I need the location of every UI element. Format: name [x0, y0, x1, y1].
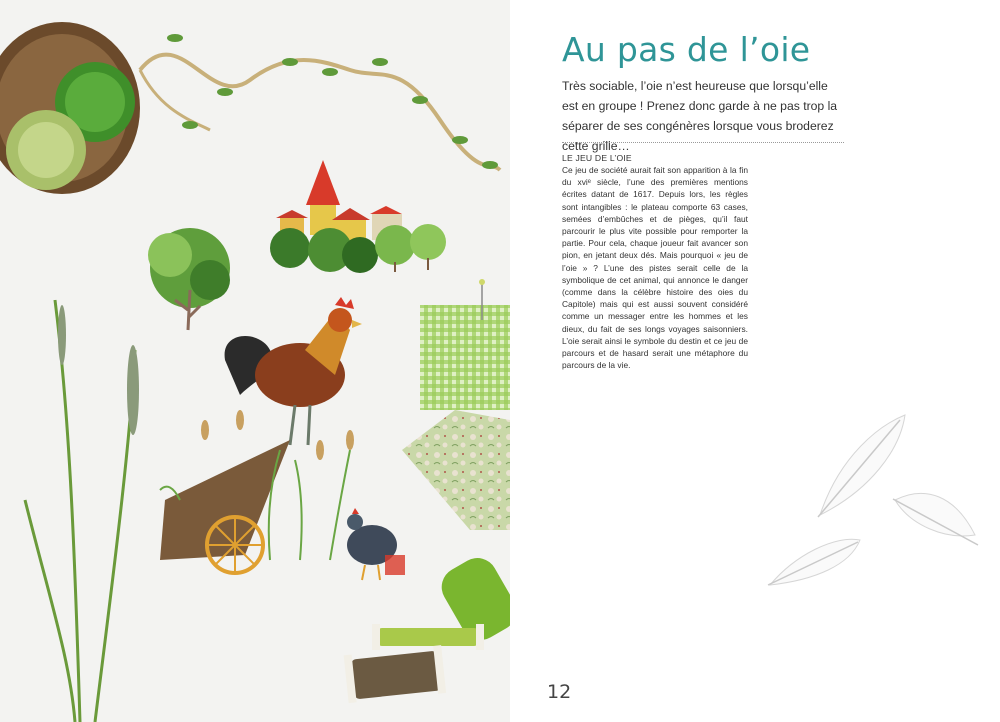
intro-paragraph: Très sociable, l’oie n’est heureuse que lorsqu’elle est en groupe ! Prenez donc garde à ne pas trop la séparer de ses congénères lorsque vous broderez cette grille…	[562, 79, 838, 153]
text-page	[510, 0, 1000, 722]
section-heading: LE JEU DE L’OIE	[562, 153, 632, 163]
gingham-fabric	[420, 305, 510, 410]
page-title: Au pas de l’oie	[562, 30, 811, 69]
divider	[562, 142, 844, 143]
feathers-icon	[760, 395, 990, 605]
body-paragraph: Ce jeu de société aurait fait son apparition à la fin du xviᵉ siècle, l’une des premières mentions écrites datant de 1617. Depuis lors, les règles sont intangibles : le plateau comporte 63 cases, semées d’embûches et de pièges, qu’il faut parcourir le plus vite possible pour remporter la partie. Pour cela, chaque joueur fait avancer son pion, en jetant deux dés. Mais pourquoi « jeu de l’oie » ? L’une des pistes serait celle de la symbolique de cet animal, qui annonce le danger (comme dans la célèbre histoire des oies du Capitole) mais qui est aussi souvent considéré comme un messager entre les hommes et les dieux, du fait de ses longs voyages saisonniers. L’oie serait ainsi le symbole du destin et ce jeu de parcours et de hasard serait une métaphore du parcours de la vie.	[562, 165, 748, 371]
page-number: 12	[547, 681, 572, 703]
